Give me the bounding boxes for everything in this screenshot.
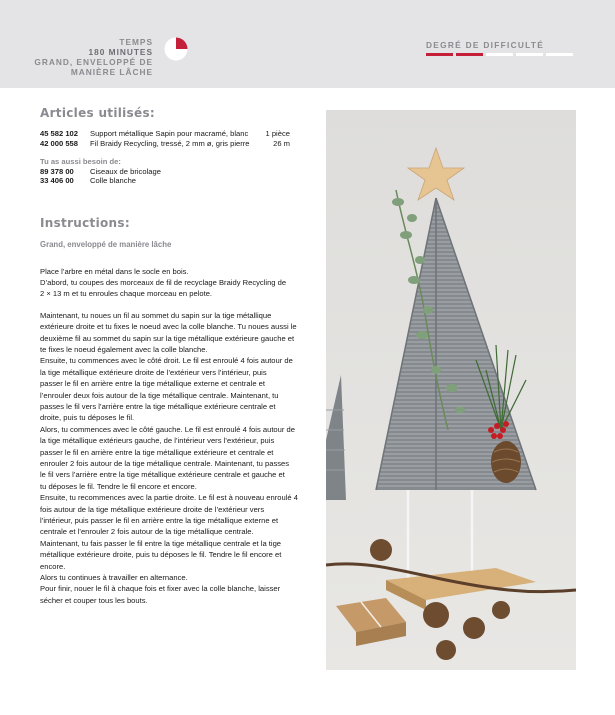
- difficulty-step: [426, 53, 453, 56]
- instructions-line: encore.: [40, 561, 66, 571]
- instructions-line: sécher et couper tous les bouts.: [40, 595, 148, 605]
- clock-icon: [164, 37, 188, 61]
- instructions-line: tu déposes le fil. Tendre le fil encore et encore.: [40, 481, 197, 491]
- instructions-line: Pour finir, nouer le fil à chaque fois et fixer avec la colle blanche, laisser: [40, 584, 281, 594]
- article-desc: Fil Braidy Recycling, tressé, 2 mm ø, gris pierre: [90, 138, 250, 148]
- article-qty: 1 pièce: [265, 129, 290, 138]
- article-desc: Support métallique Sapin pour macramé, blanc: [90, 129, 249, 138]
- instructions-paragraph: [40, 310, 298, 607]
- articles-list: [40, 129, 290, 148]
- time-value: 180 MINUTES: [88, 47, 153, 57]
- articles-heading: Articles utilisés:: [40, 106, 155, 120]
- instructions-paragraph: [40, 266, 298, 300]
- difficulty-step: [456, 53, 483, 56]
- text-column: [40, 106, 298, 606]
- difficulty-step: [516, 53, 543, 56]
- variant-line-2: MANIÈRE LÂCHE: [70, 67, 153, 77]
- header-bar: [0, 0, 615, 88]
- instructions-line: Place l’arbre en métal dans le socle en bois.: [40, 266, 189, 276]
- difficulty-label: DEGRÉ DE DIFFICULTÉ: [426, 40, 545, 50]
- difficulty-step: [486, 53, 513, 56]
- tree-illustration: [326, 110, 576, 670]
- instructions-heading: Instructions:: [40, 215, 130, 230]
- tree-photo: [326, 110, 576, 670]
- instructions-line: Alors tu continues à travailler en alternance.: [40, 573, 188, 583]
- tool-code: 89 378 00: [40, 166, 74, 176]
- instructions-line: fois autour de la tige métallique extérieure droite de l’extérieur vers: [40, 504, 265, 514]
- tool-row: [40, 167, 298, 177]
- difficulty-meter: [426, 53, 573, 56]
- instructions-line: Maintenant, tu fais passer le fil entre la tige métallique centrale et la tige: [40, 538, 282, 548]
- instructions-line: l’intérieur, puis passer le fil en arrière entre la tige métallique externe et: [40, 516, 279, 526]
- tool-row: [40, 176, 298, 186]
- instructions-line: passer le fil en arrière entre la tige métallique extérieure et centrale et: [40, 447, 274, 457]
- instructions-line: enrouler 2 fois autour de la tige métallique centrale. Maintenant, tu passes: [40, 459, 290, 468]
- article-code: 42 000 558: [40, 138, 79, 148]
- article-code: 45 582 102: [40, 129, 79, 138]
- instructions-line: 2 × 13 m et tu enroules chaque morceau en pelote.: [40, 289, 213, 299]
- tool-code: 33 406 00: [40, 176, 74, 185]
- instructions-line: la tige métallique extérieure droite de l’extérieur vers l’intérieur, puis: [40, 367, 267, 377]
- instructions-body: [40, 266, 298, 607]
- instructions-line: Maintenant, tu noues un fil au sommet du sapin sur la tige métallique: [40, 310, 272, 320]
- instructions-line: l’enrouler deux fois autour de la tige métallique centrale. Maintenant, tu: [40, 390, 279, 400]
- instructions-line: droite, puis tu déposes le fil.: [40, 413, 135, 423]
- article-qty: 26 m: [273, 138, 290, 148]
- time-label: TEMPS: [119, 37, 153, 47]
- instructions-line: le fil vers l’arrière entre la tige métallique extérieure centrale et gauche et: [40, 470, 285, 480]
- instructions-line: la tige métallique extérieurs gauche, de l’intérieur vers l’extérieur, puis: [40, 436, 275, 446]
- variant-line-1: GRAND, ENVELOPPÉ DE: [34, 57, 153, 67]
- tool-desc: Colle blanche: [90, 176, 137, 185]
- instructions-line: te fixes le noeud également avec la colle blanche.: [40, 344, 208, 354]
- instructions-line: deuxième fil au sommet du sapin sur la tige métallique extérieure gauche et: [40, 333, 295, 343]
- instructions-subheading: Grand, enveloppé de manière lâche: [40, 239, 172, 249]
- article-row: [40, 139, 290, 149]
- also-needed-heading: Tu as aussi besoin de:: [40, 157, 121, 166]
- instructions-line: passes le fil vers l’arrière entre la tige métallique extérieure centrale et: [40, 401, 276, 411]
- instructions-line: extérieure droite et tu fixes le noeud avec la colle blanche. Tu noues aussi le: [40, 322, 297, 332]
- instructions-line: D’abord, tu coupes des morceaux de fil de recyclage Braidy Recycling de: [40, 277, 287, 287]
- instructions-line: Ensuite, tu commences avec le côté droit. Le fil est enroulé 4 fois autour de: [40, 356, 293, 366]
- tool-desc: Ciseaux de bricolage: [90, 166, 161, 176]
- difficulty-step: [546, 53, 573, 56]
- instructions-line: métallique extérieure droite, puis tu déposes le fil. Tendre le fil encore et: [40, 550, 282, 560]
- instructions-line: passer le fil en arrière entre la tige métallique externe et centrale et: [40, 379, 265, 389]
- time-info: [34, 37, 153, 77]
- article-row: [40, 129, 290, 139]
- instructions-line: centrale et l’enrouler 2 fois autour de la tige métallique centrale.: [40, 527, 254, 537]
- instructions-line: Alors, tu commences avec le côté gauche. Le fil est enroulé 4 fois autour de: [40, 424, 295, 434]
- instructions-line: Ensuite, tu recommences avec la partie droite. Le fil est à nouveau enroulé 4: [40, 493, 298, 503]
